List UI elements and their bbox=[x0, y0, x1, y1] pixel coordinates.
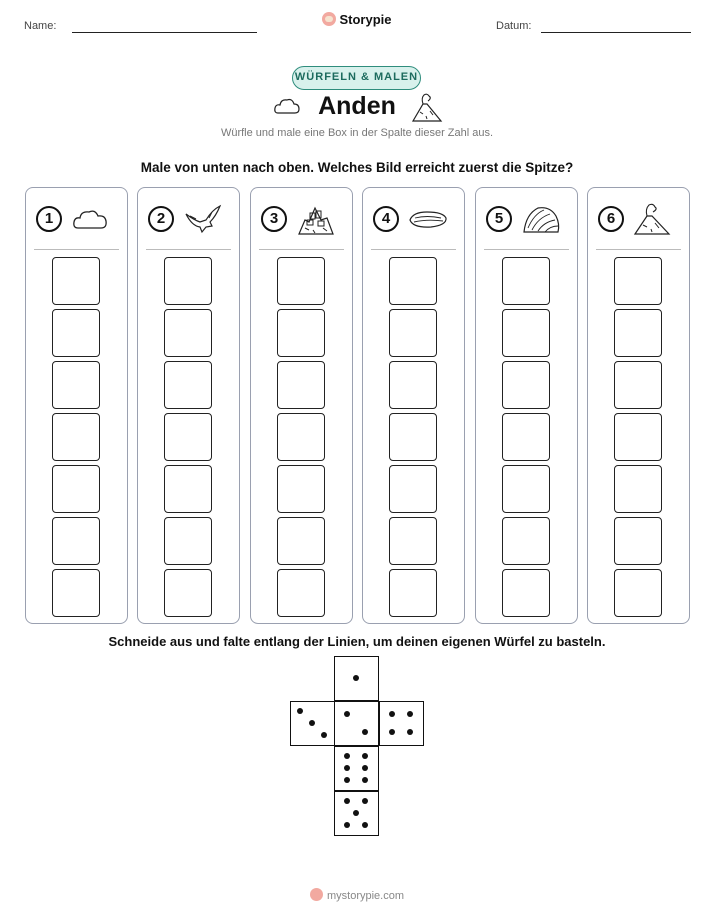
column-divider bbox=[259, 249, 344, 250]
die-pip bbox=[309, 720, 315, 726]
die-face-5 bbox=[334, 791, 379, 836]
date-line[interactable] bbox=[541, 32, 691, 33]
column-divider bbox=[146, 249, 231, 250]
color-box[interactable] bbox=[52, 413, 100, 461]
column-4 bbox=[362, 187, 465, 624]
mountain-village-icon bbox=[295, 200, 337, 238]
die-pip bbox=[344, 798, 350, 804]
color-box[interactable] bbox=[389, 413, 437, 461]
column-number: 3 bbox=[261, 206, 287, 232]
footer-url: mystorypie.com bbox=[326, 890, 405, 902]
die-pip bbox=[353, 810, 359, 816]
color-box[interactable] bbox=[389, 257, 437, 305]
column-3 bbox=[250, 187, 353, 624]
color-box[interactable] bbox=[164, 309, 212, 357]
color-box[interactable] bbox=[614, 569, 662, 617]
die-face-2 bbox=[334, 701, 379, 746]
color-box[interactable] bbox=[389, 517, 437, 565]
condor-icon bbox=[182, 200, 224, 238]
column-1 bbox=[25, 187, 128, 624]
color-box[interactable] bbox=[502, 465, 550, 513]
die-pip bbox=[407, 729, 413, 735]
color-box[interactable] bbox=[277, 361, 325, 409]
column-number: 6 bbox=[598, 206, 624, 232]
die-face-4 bbox=[379, 701, 424, 746]
color-box[interactable] bbox=[614, 517, 662, 565]
die-pip bbox=[389, 729, 395, 735]
column-5 bbox=[475, 187, 578, 624]
activity-badge: WÜRFELN & MALEN bbox=[292, 66, 421, 90]
die-pip bbox=[362, 777, 368, 783]
color-box[interactable] bbox=[502, 309, 550, 357]
color-box[interactable] bbox=[164, 517, 212, 565]
footer bbox=[0, 888, 714, 902]
column-divider bbox=[371, 249, 456, 250]
color-box[interactable] bbox=[502, 257, 550, 305]
die-pip bbox=[344, 711, 350, 717]
color-box[interactable] bbox=[389, 361, 437, 409]
color-box[interactable] bbox=[502, 569, 550, 617]
die-pip bbox=[362, 729, 368, 735]
color-box[interactable] bbox=[164, 413, 212, 461]
die-pip bbox=[344, 777, 350, 783]
die-pip bbox=[362, 753, 368, 759]
die-pip bbox=[362, 765, 368, 771]
column-divider bbox=[484, 249, 569, 250]
color-box[interactable] bbox=[52, 465, 100, 513]
color-box[interactable] bbox=[52, 309, 100, 357]
color-box[interactable] bbox=[614, 465, 662, 513]
die-pip bbox=[407, 711, 413, 717]
die-pip bbox=[353, 675, 359, 681]
die-pip bbox=[344, 822, 350, 828]
die-pip bbox=[321, 732, 327, 738]
color-box[interactable] bbox=[277, 517, 325, 565]
brand-name: Storypie bbox=[339, 12, 392, 27]
column-number: 2 bbox=[148, 206, 174, 232]
instruction: Male von unten nach oben. Welches Bild erreicht zuerst die Spitze? bbox=[140, 160, 574, 175]
storypie-logo-icon bbox=[322, 12, 336, 26]
color-box[interactable] bbox=[502, 413, 550, 461]
salt-flat-icon bbox=[407, 200, 449, 238]
color-box[interactable] bbox=[277, 309, 325, 357]
color-box[interactable] bbox=[614, 413, 662, 461]
cut-instruction: Schneide aus und falte entlang der Linien, um deinen eigenen Würfel zu basteln. bbox=[108, 634, 606, 649]
date-label: Datum: bbox=[496, 20, 532, 32]
color-box[interactable] bbox=[277, 413, 325, 461]
die-pip bbox=[344, 765, 350, 771]
name-line[interactable] bbox=[72, 32, 257, 33]
color-box[interactable] bbox=[389, 309, 437, 357]
die-face-1 bbox=[334, 656, 379, 701]
brand bbox=[0, 12, 714, 27]
die-pip bbox=[389, 711, 395, 717]
storypie-logo-icon bbox=[310, 888, 323, 901]
color-box[interactable] bbox=[164, 257, 212, 305]
color-box[interactable] bbox=[614, 257, 662, 305]
die-pip bbox=[297, 708, 303, 714]
die-pip bbox=[362, 822, 368, 828]
color-box[interactable] bbox=[277, 569, 325, 617]
color-box[interactable] bbox=[52, 361, 100, 409]
die-face-6 bbox=[334, 746, 379, 791]
die-face-3 bbox=[290, 701, 335, 746]
color-box[interactable] bbox=[614, 309, 662, 357]
column-number: 4 bbox=[373, 206, 399, 232]
column-divider bbox=[34, 249, 119, 250]
page-title: Anden bbox=[318, 92, 396, 120]
die-pip bbox=[362, 798, 368, 804]
volcano-icon bbox=[410, 92, 444, 124]
color-box[interactable] bbox=[164, 465, 212, 513]
color-box[interactable] bbox=[389, 569, 437, 617]
column-number: 1 bbox=[36, 206, 62, 232]
die-pip bbox=[344, 753, 350, 759]
color-box[interactable] bbox=[52, 569, 100, 617]
volcano-icon bbox=[632, 200, 674, 238]
color-box[interactable] bbox=[389, 465, 437, 513]
color-box[interactable] bbox=[502, 517, 550, 565]
column-2 bbox=[137, 187, 240, 624]
rock-strata-icon bbox=[520, 200, 562, 238]
color-box[interactable] bbox=[52, 257, 100, 305]
color-box[interactable] bbox=[164, 361, 212, 409]
color-box[interactable] bbox=[502, 361, 550, 409]
color-box[interactable] bbox=[277, 465, 325, 513]
color-box[interactable] bbox=[164, 569, 212, 617]
column-number: 5 bbox=[486, 206, 512, 232]
name-label: Name: bbox=[24, 20, 57, 32]
column-divider bbox=[596, 249, 681, 250]
subtitle: Würfle und male eine Box in der Spalte dieser Zahl aus. bbox=[220, 127, 494, 139]
color-box[interactable] bbox=[52, 517, 100, 565]
cloud-icon bbox=[70, 200, 112, 238]
color-box[interactable] bbox=[277, 257, 325, 305]
column-6 bbox=[587, 187, 690, 624]
color-box[interactable] bbox=[614, 361, 662, 409]
